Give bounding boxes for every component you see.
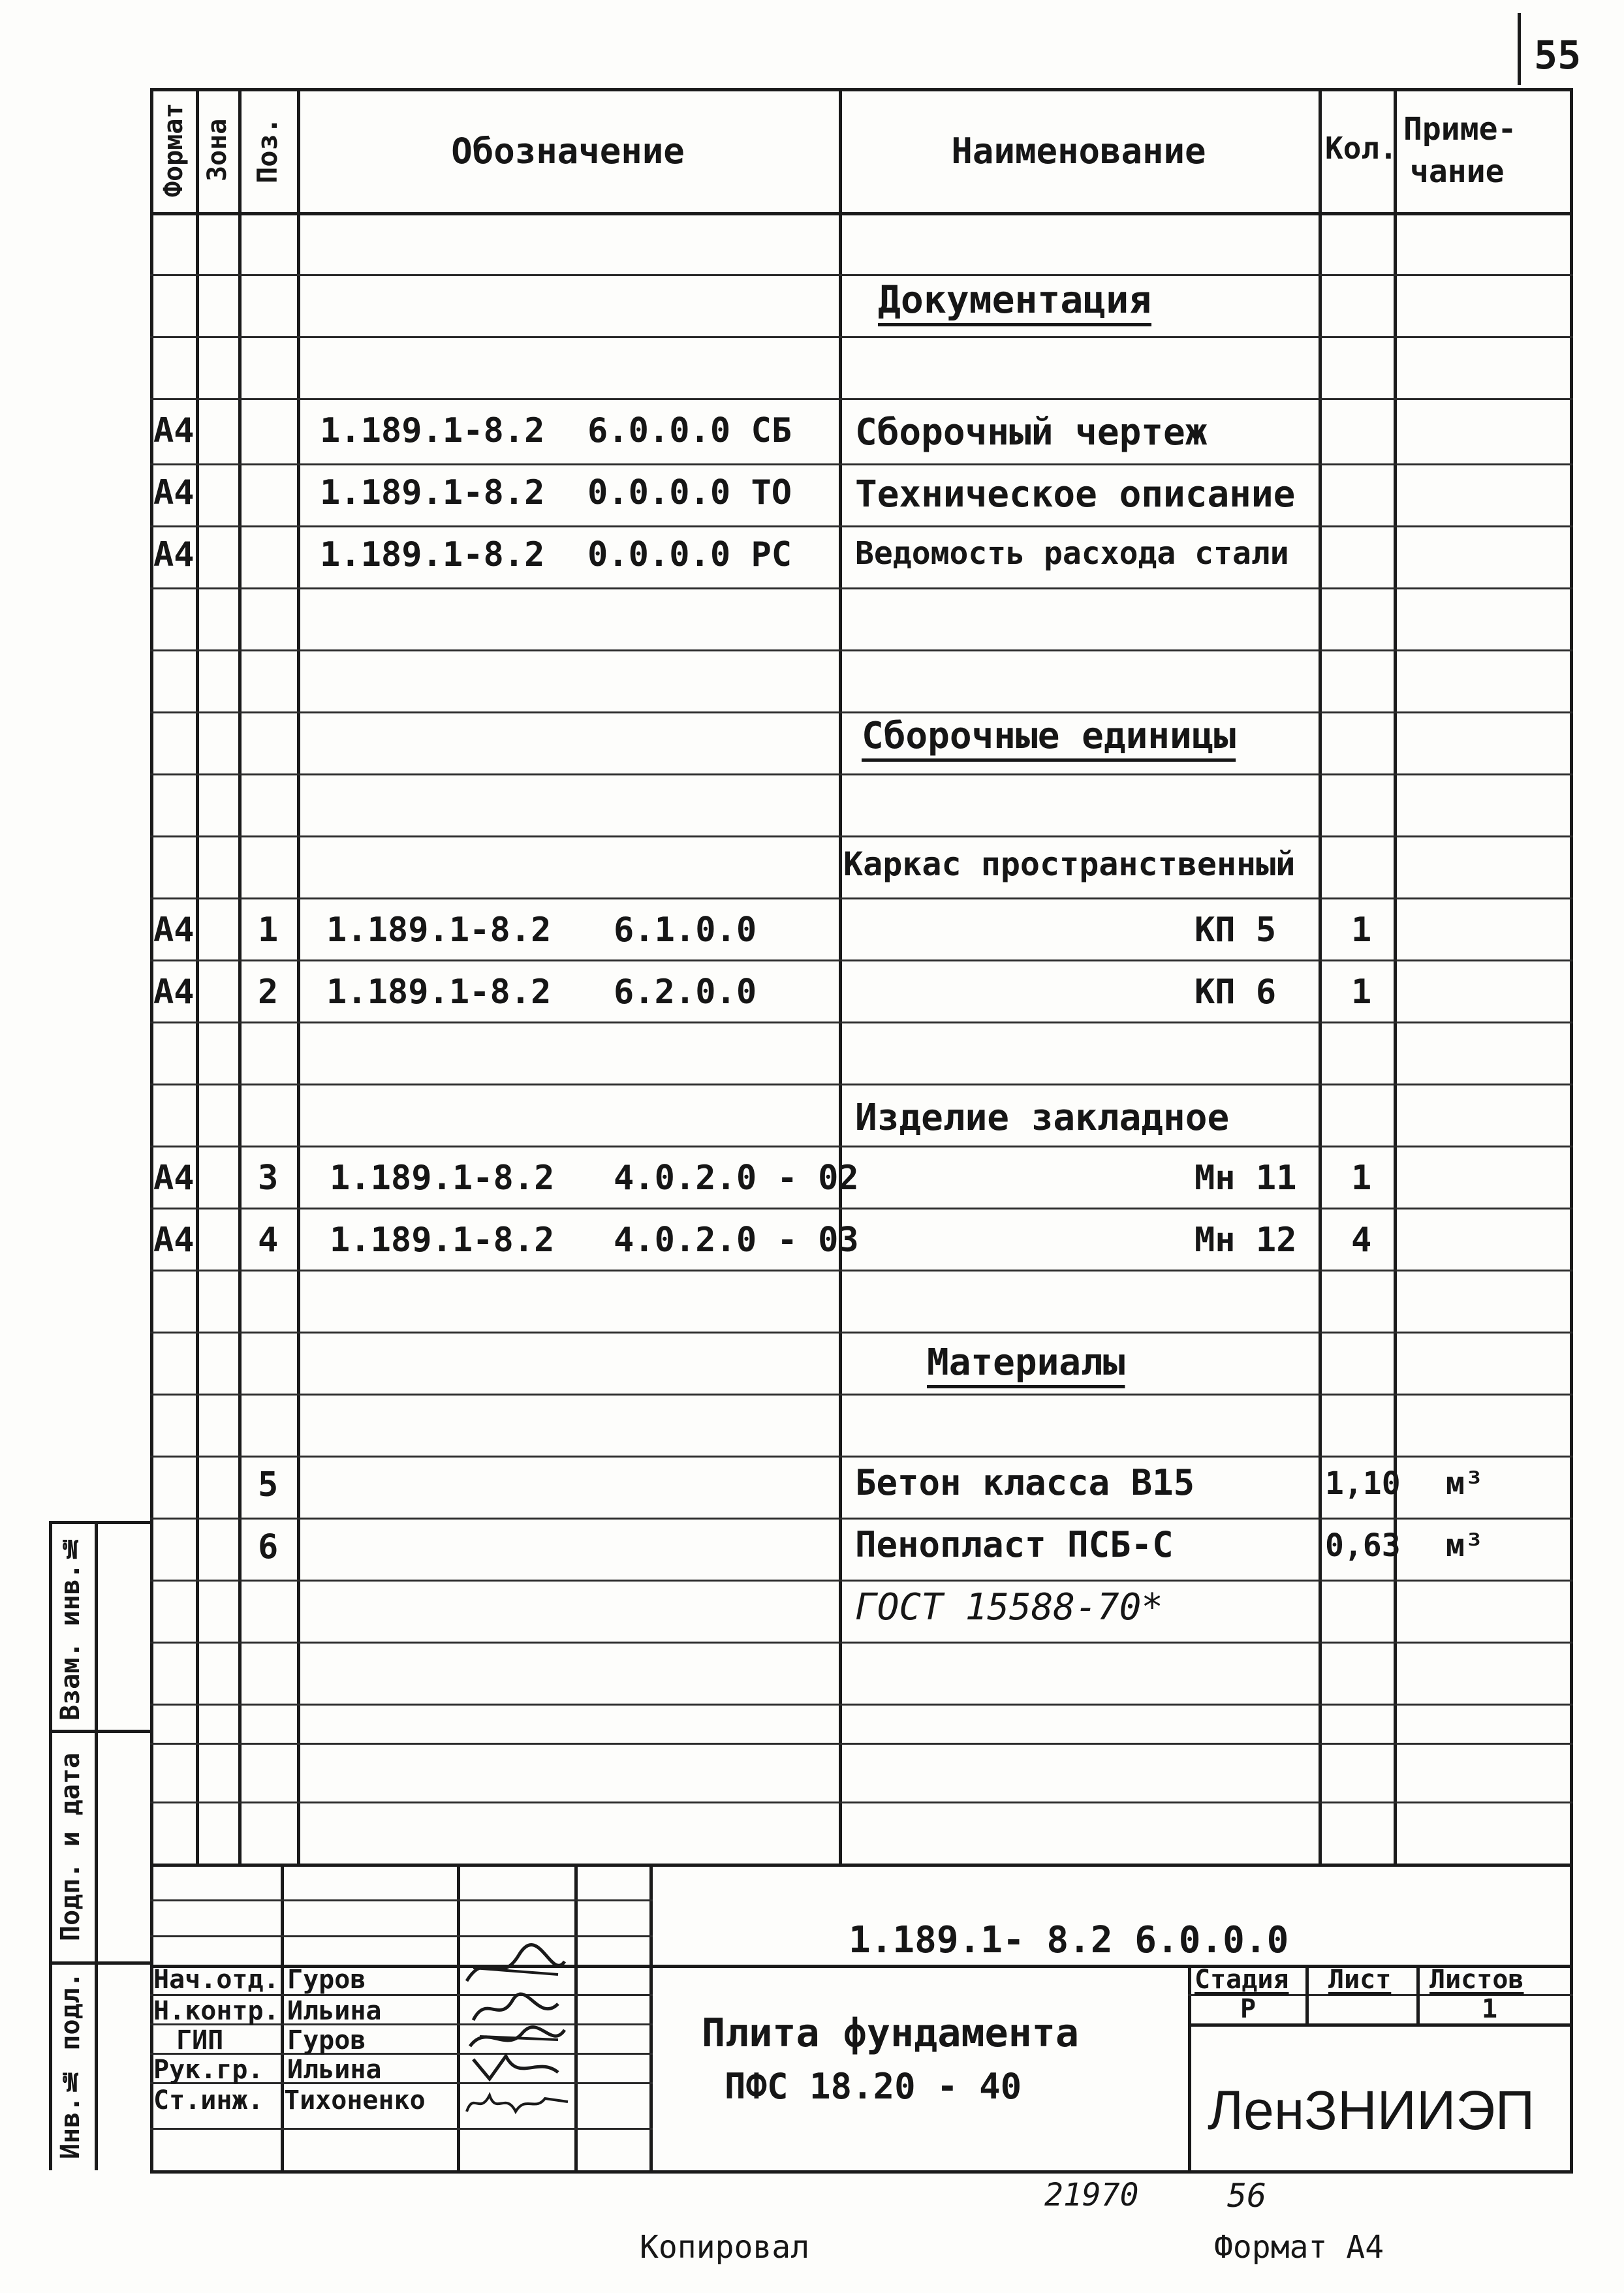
title-designation: 1.189.1- 8.2 6.0.0.0 [849,1919,1289,1961]
signature-4 [467,2050,565,2085]
embedded-1-name: Мн 11 [1195,1159,1297,1198]
embedded-2-name: Мн 12 [1195,1221,1297,1260]
header-designation: Обозначение [451,131,685,172]
role-4: Рук.гр. [153,2055,264,2085]
header-note-1: Приме- [1403,111,1517,148]
role-2: Н.контр. [153,1996,279,2026]
frame-label: Каркас пространственный [843,845,1296,883]
embedded-2-pos: 4 [258,1221,279,1260]
doc-row-1-code: 1.189.1-8.2 [320,411,545,450]
header-qty: Кол. [1325,131,1398,166]
section-documentation: Документация [878,277,1152,322]
person-3: Гуров [287,2025,366,2055]
person-5: Тихоненко [284,2085,426,2115]
embedded-2-format: А4 [153,1221,195,1260]
side-stamp-vzam-inv: Взам. инв.№ [55,1533,86,1721]
footer-left-number: 21970 [1044,2177,1139,2213]
frame-1-pos: 1 [258,911,279,950]
embedded-2-qty: 4 [1351,1221,1372,1260]
frame-1-format: А4 [153,911,195,950]
frame-1-qty: 1 [1351,911,1372,950]
embedded-label: Изделие закладное [855,1097,1230,1139]
person-4: Ильина [287,2055,382,2085]
material-1-name: Бетон класса В15 [855,1462,1195,1503]
embedded-1-qty: 1 [1351,1159,1372,1198]
section-assembly-units: Сборочные единицы [862,715,1236,757]
role-5: Ст.инж. [153,2085,264,2115]
embedded-1-code: 1.189.1-8.2 [330,1159,555,1198]
material-2-note: м³ [1446,1527,1484,1564]
header-note-2: чание [1410,153,1505,190]
side-stamp-inv-podl: Инв.№ подл. [55,1972,86,2160]
person-1: Гуров [287,1965,366,1995]
embedded-2-suffix: 4.0.2.0 - 03 [614,1221,859,1260]
section-materials: Материалы [927,1341,1125,1384]
frame-2-suffix: 6.2.0.0 [614,973,757,1012]
frame-2-qty: 1 [1351,973,1372,1012]
sheet-label: Лист [1328,1965,1392,1995]
stage-label: Стадия [1195,1965,1289,1995]
frame-2-name: КП 6 [1195,973,1277,1012]
person-2: Ильина [287,1996,382,2026]
header-pos: Поз. [251,117,283,183]
embedded-1-suffix: 4.0.2.0 - 02 [614,1159,859,1198]
signature-1 [460,1942,571,1994]
side-stamp-podp-data: Подп. и дата [55,1753,86,1942]
doc-row-2-code: 1.189.1-8.2 [320,473,545,512]
footer-copied: Копировал [640,2229,810,2266]
frame-2-format: А4 [153,973,195,1012]
footer-right-number: 56 [1227,2177,1267,2215]
header-format: Формат [159,102,189,198]
frame-1-suffix: 6.1.0.0 [614,911,757,950]
header-name: Наименование [951,131,1206,172]
doc-row-3-format: А4 [153,535,195,574]
material-2-name: Пенопласт ПСБ-С [855,1524,1174,1565]
material-2-pos: 6 [258,1527,279,1567]
material-1-qty: 1,10 [1325,1465,1401,1502]
material-1-pos: 5 [258,1465,279,1505]
gost-reference: ГОСТ 15588-70* [855,1586,1164,1629]
stage-value: Р [1240,1994,1257,2024]
doc-row-1-name: Сборочный чертеж [855,411,1208,454]
doc-row-3-name: Ведомость расхода стали [855,535,1289,572]
doc-row-3-suffix: 0.0.0.0 РС [587,535,792,574]
role-1: Нач.отд. [153,1965,279,1995]
frame-1-name: КП 5 [1195,911,1277,950]
sheets-value: 1 [1482,1994,1498,2024]
title-name-2: ПФС 18.20 - 40 [725,2066,1022,2107]
sheets-label: Листов [1429,1965,1524,1995]
footer-format: Формат А4 [1214,2229,1384,2266]
frame-2-pos: 2 [258,973,279,1012]
header-zone: Зона [202,118,232,182]
frame-1-code: 1.189.1-8.2 [326,911,552,950]
embedded-1-format: А4 [153,1159,195,1198]
doc-row-2-name: Техническое описание [855,473,1296,516]
material-2-qty: 0,63 [1325,1527,1401,1564]
role-3: ГИП [176,2025,224,2055]
doc-row-3-code: 1.189.1-8.2 [320,535,545,574]
signature-5 [460,2082,574,2121]
embedded-2-code: 1.189.1-8.2 [330,1221,555,1260]
sheet-number: 55 [1534,33,1582,78]
material-1-note: м³ [1446,1465,1484,1502]
sheet-number-border [1518,13,1521,85]
doc-row-2-format: А4 [153,473,195,512]
frame-2-code: 1.189.1-8.2 [326,973,552,1012]
doc-row-1-suffix: 6.0.0.0 СБ [587,411,792,450]
organization: ЛенЗНИИЭП [1208,2080,1535,2141]
embedded-1-pos: 3 [258,1159,279,1198]
doc-row-1-format: А4 [153,411,195,450]
doc-row-2-suffix: 0.0.0.0 ТО [587,473,792,512]
title-name-1: Плита фундамента [702,2010,1079,2056]
